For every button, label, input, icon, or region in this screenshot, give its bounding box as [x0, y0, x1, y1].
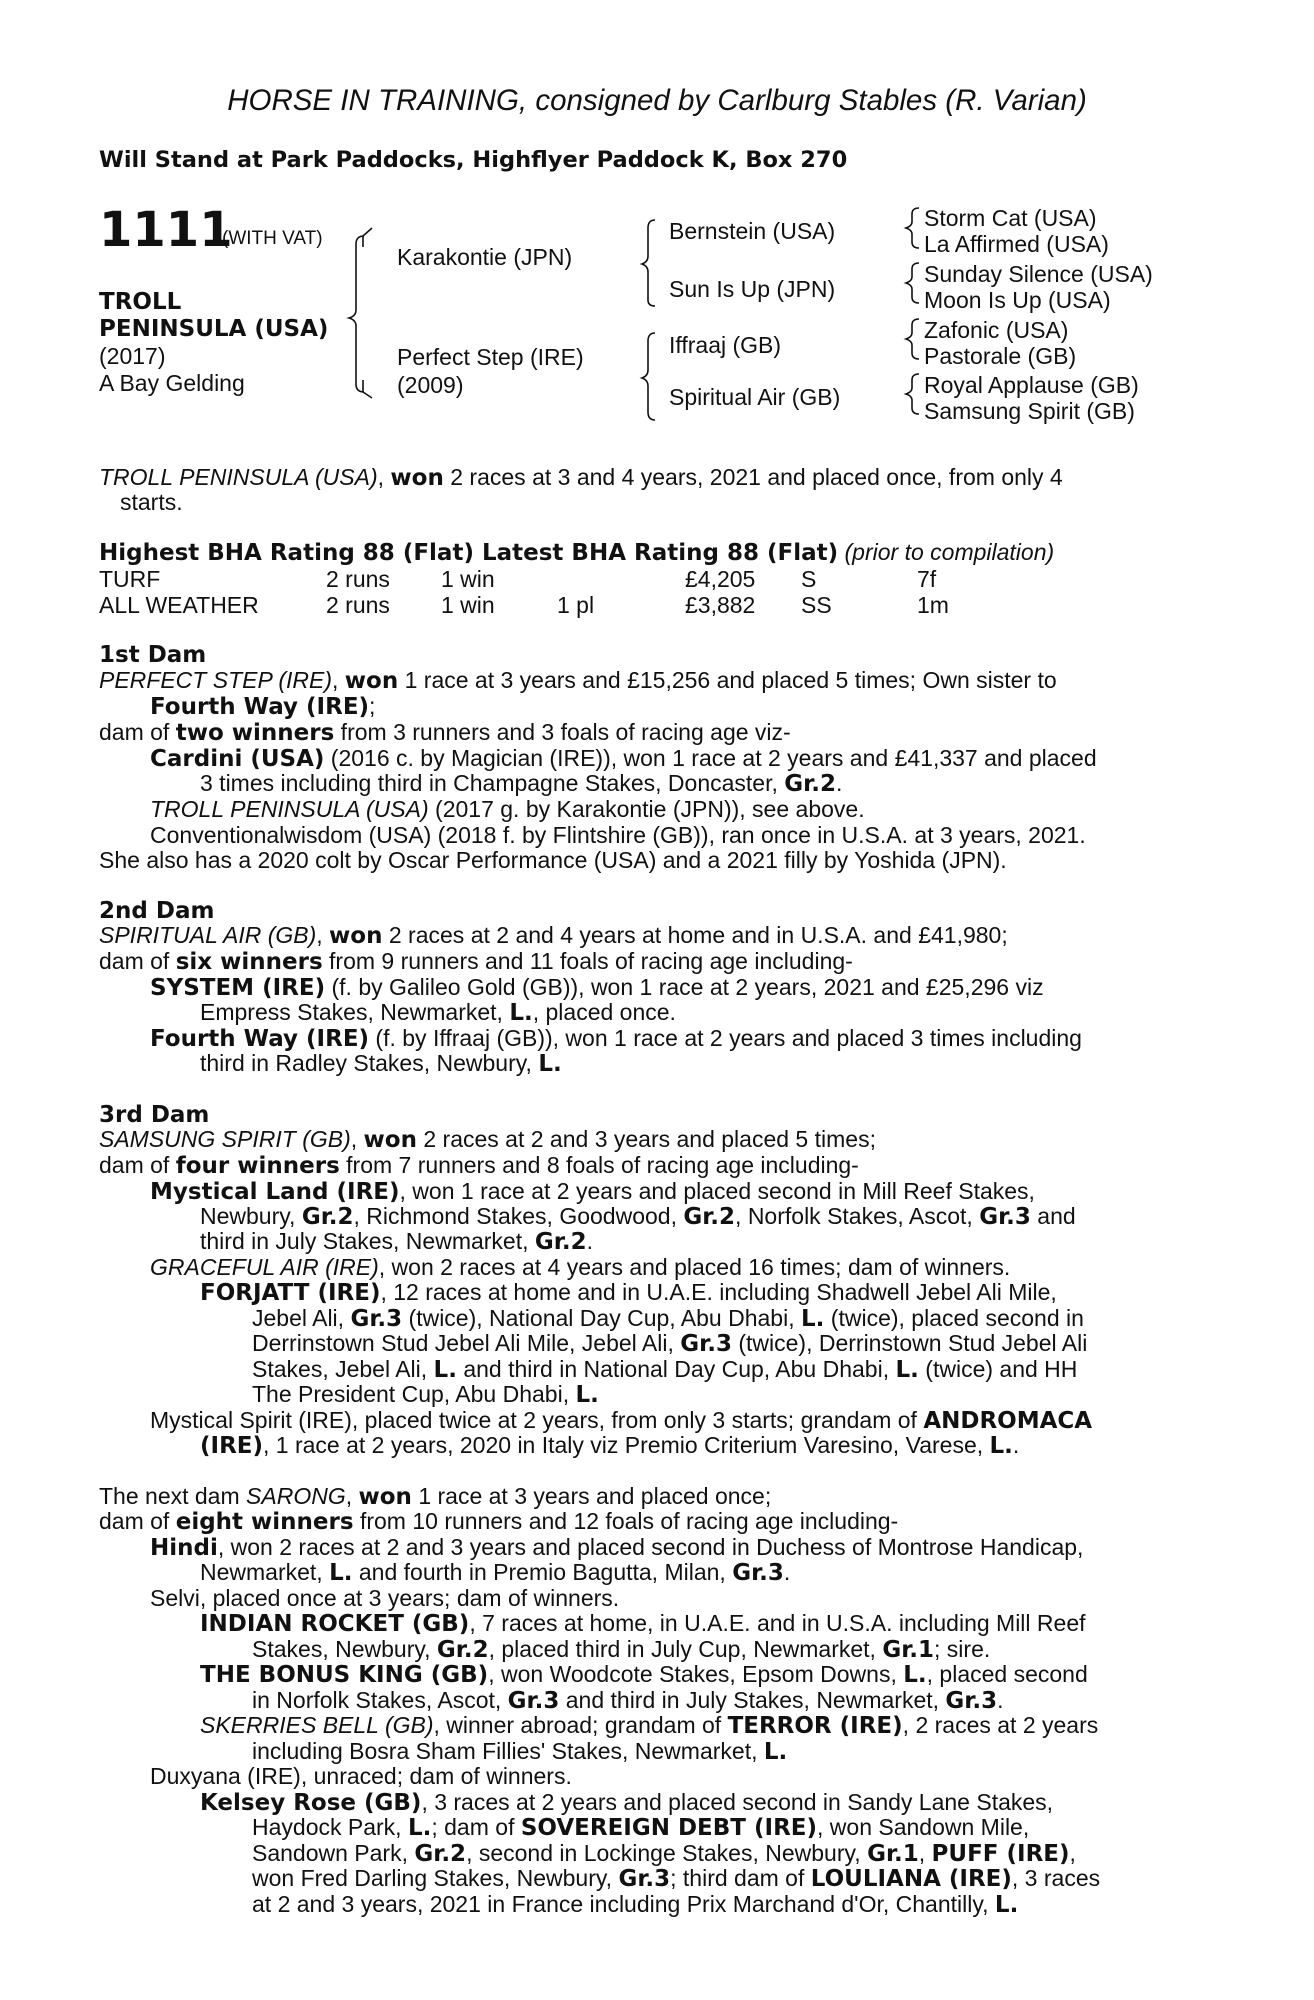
bracket-sire [642, 220, 655, 306]
pedigree-dsd: Pastorale (GB) [924, 343, 1077, 369]
dam3-line1: SAMSUNG SPIRIT (GB), won 2 races at 2 and 3 years and placed 5 times; [99, 1126, 876, 1153]
dam3-forjatt-4: Stakes, Jebel Ali, L. and third in National Day Cup, Abu Dhabi, L. (twice) and HH [252, 1356, 1078, 1383]
dam3-graceful-air: GRACEFUL AIR (IRE), won 2 races at 4 years and placed 16 times; dam of winners. [150, 1254, 1011, 1280]
next-dam-bonus-king-1: THE BONUS KING (GB), won Woodcote Stakes, Epsom Downs, L., placed second [200, 1661, 1088, 1688]
dam3-forjatt-1: FORJATT (IRE), 12 races at home and in U.A.E. including Shadwell Jebel Ali Mile, [200, 1279, 1057, 1306]
next-dam-line1: The next dam SARONG, won 1 race at 3 years and placed once; [99, 1483, 772, 1510]
dam1-also-has: She also has a 2020 colt by Oscar Performance (USA) and a 2021 filly by Yoshida (JPN). [99, 847, 1007, 873]
pedigree-ddd: Samsung Spirit (GB) [924, 398, 1135, 424]
dam2-system-1: SYSTEM (IRE) (f. by Galileo Gold (GB)), won 1 race at 2 years, 2021 and £25,296 viz [150, 974, 1044, 1001]
bracket-tail-top [363, 228, 372, 247]
summary-line: TROLL PENINSULA (USA), won 2 races at 3 and 4 years, 2021 and placed once, from only 4 [99, 464, 1063, 491]
dam2-heading: 2nd Dam [99, 898, 215, 924]
pedigree-dam-sire: Iffraaj (GB) [669, 332, 782, 358]
bracket-main [349, 236, 364, 392]
horse-name-line1: TROLL [99, 289, 182, 315]
dam1-line3: dam of two winners from 3 runners and 3 foals of racing age viz- [99, 719, 791, 746]
next-dam-line2: dam of eight winners from 10 runners and 12 foals of racing age including- [99, 1508, 899, 1535]
next-dam-indian-rocket-2: Stakes, Newbury, Gr.2, placed third in July Cup, Newmarket, Gr.1; sire. [252, 1636, 991, 1663]
pedigree-dam-year: (2009) [397, 372, 464, 398]
dam1-conventionalwisdom: Conventionalwisdom (USA) (2018 f. by Flintshire (GB)), ran once in U.S.A. at 3 years, 2021. [150, 822, 1086, 848]
dam2-line1: SPIRITUAL AIR (GB), won 2 races at 2 and 4 years at home and in U.S.A. and £41,980; [99, 922, 1008, 949]
dam3-line2: dam of four winners from 7 runners and 8 foals of racing age including- [99, 1152, 859, 1179]
dam3-forjatt-2: Jebel Ali, Gr.3 (twice), National Day Cup, Abu Dhabi, L. (twice), placed second in [252, 1305, 1084, 1332]
next-dam-indian-rocket-1: INDIAN ROCKET (GB), 7 races at home, in U.A.E. and in U.S.A. including Mill Reef [200, 1610, 1086, 1637]
horse-year: (2017) [99, 343, 166, 369]
pedigree-dss: Zafonic (USA) [924, 317, 1069, 343]
dam3-mystical-land-3: third in July Stakes, Newmarket, Gr.2. [200, 1228, 593, 1255]
dam3-heading: 3rd Dam [99, 1102, 210, 1128]
pedigree-dds: Royal Applause (GB) [924, 372, 1139, 398]
next-dam-kelsey-rose-2: Haydock Park, L.; dam of SOVEREIGN DEBT (IRE), won Sandown Mile, [252, 1814, 1030, 1841]
dam2-fourth-way-2: third in Radley Stakes, Newbury, L. [200, 1050, 562, 1077]
pedigree-sire-sire: Bernstein (USA) [669, 218, 836, 244]
rating-line: Highest BHA Rating 88 (Flat) Latest BHA Rating 88 (Flat) (prior to compilation) [99, 539, 1055, 566]
horse-sex: A Bay Gelding [99, 370, 245, 396]
catalogue-page: HORSE IN TRAINING, consigned by Carlburg Stables (R. Varian) Will Stand at Park Paddocks, Highflyer Paddock K, Box 270 1111 (WITH VAT) TROLL PENINSULA (USA) (2017) A Bay Gelding Karakontie (JPN) Perfect Step (IRE) (2009) Bernstein (USA) Sun Is Up (JPN) Iffraaj (GB) Spiritual Air (GB) Storm Cat (USA) La Affirmed (USA) Sunday Silence (USA) Moon Is Up (USA) Zafonic (USA) Pastorale (GB) Royal Applause (GB) Samsung Spirit (GB) TROLL PENINSULA (USA), won 2 races at 3 and 4 years, 2021 and placed once, from only 4 starts. Highest BHA Rating 88 (Flat) Latest BHA Rating 88 (Flat) (prior to compilation) TURF 2 runs 1 win £4,205 S 7f ALL WEATHER 2 runs 1 win 1 pl £3,882 SS 1m 1st Dam PERFECT STEP (IRE), won 1 race at 3 years and £15,256 and placed 5 times; Own sister to Fourth Way (IRE); dam of two winners from 3 runners and 3 foals of racing age viz- Cardini (USA) (2016 c. by Magician (IRE)), won 1 race at 2 years and £41,337 and placed 3 times including third in Champagne Stakes, Doncaster, Gr.2. TROLL PENINSULA (USA) (2017 g. by Karakontie (JPN)), see above. Conventionalwisdom (USA) (2018 f. by Flintshire (GB)), ran once in U.S.A. at 3 years, 2021. She also has a 2020 colt by Oscar Performance (USA) and a 2021 filly by Yoshida (JPN). 2nd Dam SPIRITUAL AIR (GB), won 2 races at 2 and 4 years at home and in U.S.A. and £41,980; dam of six winners from 9 runners and 11 foals of racing age including- SYSTEM (IRE) (f. by Galileo Gold (GB)), won 1 race at 2 years, 2021 and £25,296 viz Empress Stakes, Newmarket, L., placed once. Fourth Way (IRE) (f. by Iffraaj (GB)), won 1 race at 2 years and placed 3 times including third in Radley Stakes, Newbury, L. 3rd Dam SAMSUNG SPIRIT (GB), won 2 races at 2 and 3 years and placed 5 times; dam of four winners from 7 runners and 8 foals of racing age including- Mystical Land (IRE), won 1 race at 2 years and placed second in Mill Reef Stakes, Newbury, Gr.2, Richmond Stakes, Goodwood, Gr.2, Norfolk Stakes, Ascot, Gr.3 and third in July Stakes, Newmarket, Gr.2. GRACEFUL AIR (IRE), won 2 races at 4 years and placed 16 times; dam of winners. FORJATT (IRE), 12 races at home and in U.A.E. including Shadwell Jebel Ali Mile, Jebel Ali, Gr.3 (twice), National Day Cup, Abu Dhabi, L. (twice), placed second in Derrinstown Stud Jebel Ali Mile, Jebel Ali, Gr.3 (twice), Derrinstown Stud Jebel Ali Stakes, Jebel Ali, L. and third in National Day Cup, Abu Dhabi, L. (twice) and HH The President Cup, Abu Dhabi, L. Mystical Spirit (IRE), placed twice at 2 years, from only 3 starts; grandam of ANDROMACA (IRE), 1 race at 2 years, 2020 in Italy viz Premio Criterium Varesino, Varese, L.. The next dam SARONG, won 1 race at 3 years and placed once; dam of eight winners from 10 runners and 12 foals of racing age including- Hindi, won 2 races at 2 and 3 years and placed second in Duchess of Montrose Handicap, Newmarket, L. and fourth in Premio Bagutta, Milan, Gr.3. Selvi, placed once at 3 years; dam of winners. INDIAN ROCKET (GB), 7 races at home, in U.A.E. and in U.S.A. including Mill Reef Stakes, Newbury, Gr.2, placed third in July Cup, Newmarket, Gr.1; sire. THE BONUS KING (GB), won Woodcote Stakes, Epsom Downs, L., placed second in Norfolk Stakes, Ascot, Gr.3 and third in July Stakes, Newmarket, Gr.3. SKERRIES BELL (GB), winner abroad; grandam of TERROR (IRE), 2 races at 2 years including Bosra Sham Fillies' Stakes, Newmarket, L. Duxyana (IRE), unraced; dam of winners. Kelsey Rose (GB), 3 races at 2 years and placed second in Sandy Lane Stakes, Haydock Park, L.; dam of SOVEREIGN DEBT (IRE), won Sandown Mile, Sandown Park, Gr.2, second in Lockinge Stakes, Newbury, Gr.1, PUFF (IRE), won Fred Darling Stakes, Newbury, Gr.3; third dam of LOULIANA (IRE), 3 races at 2 and 3 years, 2021 in France including Prix Marchand d'Or, Chantilly, L. [0, 0, 1314, 2000]
bracket-ds [906, 319, 919, 359]
stand-location: Will Stand at Park Paddocks, Highflyer Paddock K, Box 270 [99, 147, 848, 173]
pedigree-sss: Storm Cat (USA) [924, 205, 1097, 231]
dam3-mystical-spirit-2: (IRE), 1 race at 2 years, 2020 in Italy viz Premio Criterium Varesino, Varese, L.. [200, 1432, 1020, 1459]
pedigree-sdd: Moon Is Up (USA) [924, 287, 1111, 313]
dam3-forjatt-3: Derrinstown Stud Jebel Ali Mile, Jebel Ali, Gr.3 (twice), Derrinstown Stud Jebel Ali [252, 1330, 1088, 1357]
pedigree-sds: Sunday Silence (USA) [924, 261, 1153, 287]
pedigree-dam-dam: Spiritual Air (GB) [669, 384, 841, 410]
vat-note: (WITH VAT) [222, 228, 323, 249]
next-dam-selvi: Selvi, placed once at 3 years; dam of winners. [150, 1585, 620, 1611]
next-dam-bonus-king-2: in Norfolk Stakes, Ascot, Gr.3 and third in July Stakes, Newmarket, Gr.3. [252, 1687, 1004, 1714]
lot-number: 1111 [99, 202, 233, 258]
dam1-line2: Fourth Way (IRE); [150, 693, 376, 720]
bracket-ss [906, 208, 919, 248]
bracket-dam [642, 333, 655, 420]
pedigree-sire: Karakontie (JPN) [397, 244, 573, 270]
dam1-cardini-2: 3 times including third in Champagne Stakes, Doncaster, Gr.2. [200, 770, 843, 797]
next-dam-kelsey-rose-3: Sandown Park, Gr.2, second in Lockinge Stakes, Newbury, Gr.1, PUFF (IRE), [252, 1840, 1076, 1867]
horse-name-line2: PENINSULA (USA) [99, 316, 329, 342]
next-dam-kelsey-rose-1: Kelsey Rose (GB), 3 races at 2 years and placed second in Sandy Lane Stakes, [200, 1789, 1054, 1816]
dam2-system-2: Empress Stakes, Newmarket, L., placed once. [200, 999, 676, 1026]
dam2-fourth-way-1: Fourth Way (IRE) (f. by Iffraaj (GB)), won 1 race at 2 years and placed 3 times including [150, 1025, 1082, 1052]
dam3-mystical-land-1: Mystical Land (IRE), won 1 race at 2 years and placed second in Mill Reef Stakes, [150, 1178, 1035, 1205]
next-dam-kelsey-rose-5: at 2 and 3 years, 2021 in France including Prix Marchand d'Or, Chantilly, L. [252, 1891, 1019, 1918]
next-dam-kelsey-rose-4: won Fred Darling Stakes, Newbury, Gr.3; third dam of LOULIANA (IRE), 3 races [252, 1865, 1101, 1892]
pedigree-sire-dam: Sun Is Up (JPN) [669, 276, 836, 302]
bracket-dd [906, 374, 919, 414]
next-dam-hindi-2: Newmarket, L. and fourth in Premio Bagutta, Milan, Gr.3. [200, 1559, 791, 1586]
dam1-cardini-1: Cardini (USA) (2016 c. by Magician (IRE)), won 1 race at 2 years and £41,337 and placed [150, 745, 1097, 772]
dam1-line1: PERFECT STEP (IRE), won 1 race at 3 years and £15,256 and placed 5 times; Own sister to [99, 667, 1057, 694]
bracket-sd [906, 263, 919, 303]
pedigree-dam: Perfect Step (IRE) [397, 344, 584, 370]
next-dam-skerries-bell-1: SKERRIES BELL (GB), winner abroad; grandam of TERROR (IRE), 2 races at 2 years [200, 1712, 1099, 1739]
next-dam-hindi-1: Hindi, won 2 races at 2 and 3 years and placed second in Duchess of Montrose Handicap, [150, 1534, 1084, 1561]
page-title: HORSE IN TRAINING, consigned by Carlburg Stables (R. Varian) [227, 84, 1087, 117]
summary-line-cont: starts. [120, 489, 183, 515]
dam1-troll: TROLL PENINSULA (USA) (2017 g. by Karakontie (JPN)), see above. [150, 796, 865, 822]
dam1-heading: 1st Dam [99, 642, 207, 668]
next-dam-duxyana: Duxyana (IRE), unraced; dam of winners. [150, 1763, 572, 1789]
bracket-tail-bottom [363, 380, 372, 398]
dam3-mystical-land-2: Newbury, Gr.2, Richmond Stakes, Goodwood, Gr.2, Norfolk Stakes, Ascot, Gr.3 and [200, 1203, 1076, 1230]
pedigree-ssd: La Affirmed (USA) [924, 231, 1109, 257]
next-dam-skerries-bell-2: including Bosra Sham Fillies' Stakes, Newmarket, L. [252, 1738, 788, 1765]
dam3-mystical-spirit-1: Mystical Spirit (IRE), placed twice at 2 years, from only 3 starts; grandam of ANDROMACA [150, 1407, 1093, 1434]
dam2-line2: dam of six winners from 9 runners and 11 foals of racing age including- [99, 948, 853, 975]
dam3-forjatt-5: The President Cup, Abu Dhabi, L. [252, 1381, 599, 1408]
